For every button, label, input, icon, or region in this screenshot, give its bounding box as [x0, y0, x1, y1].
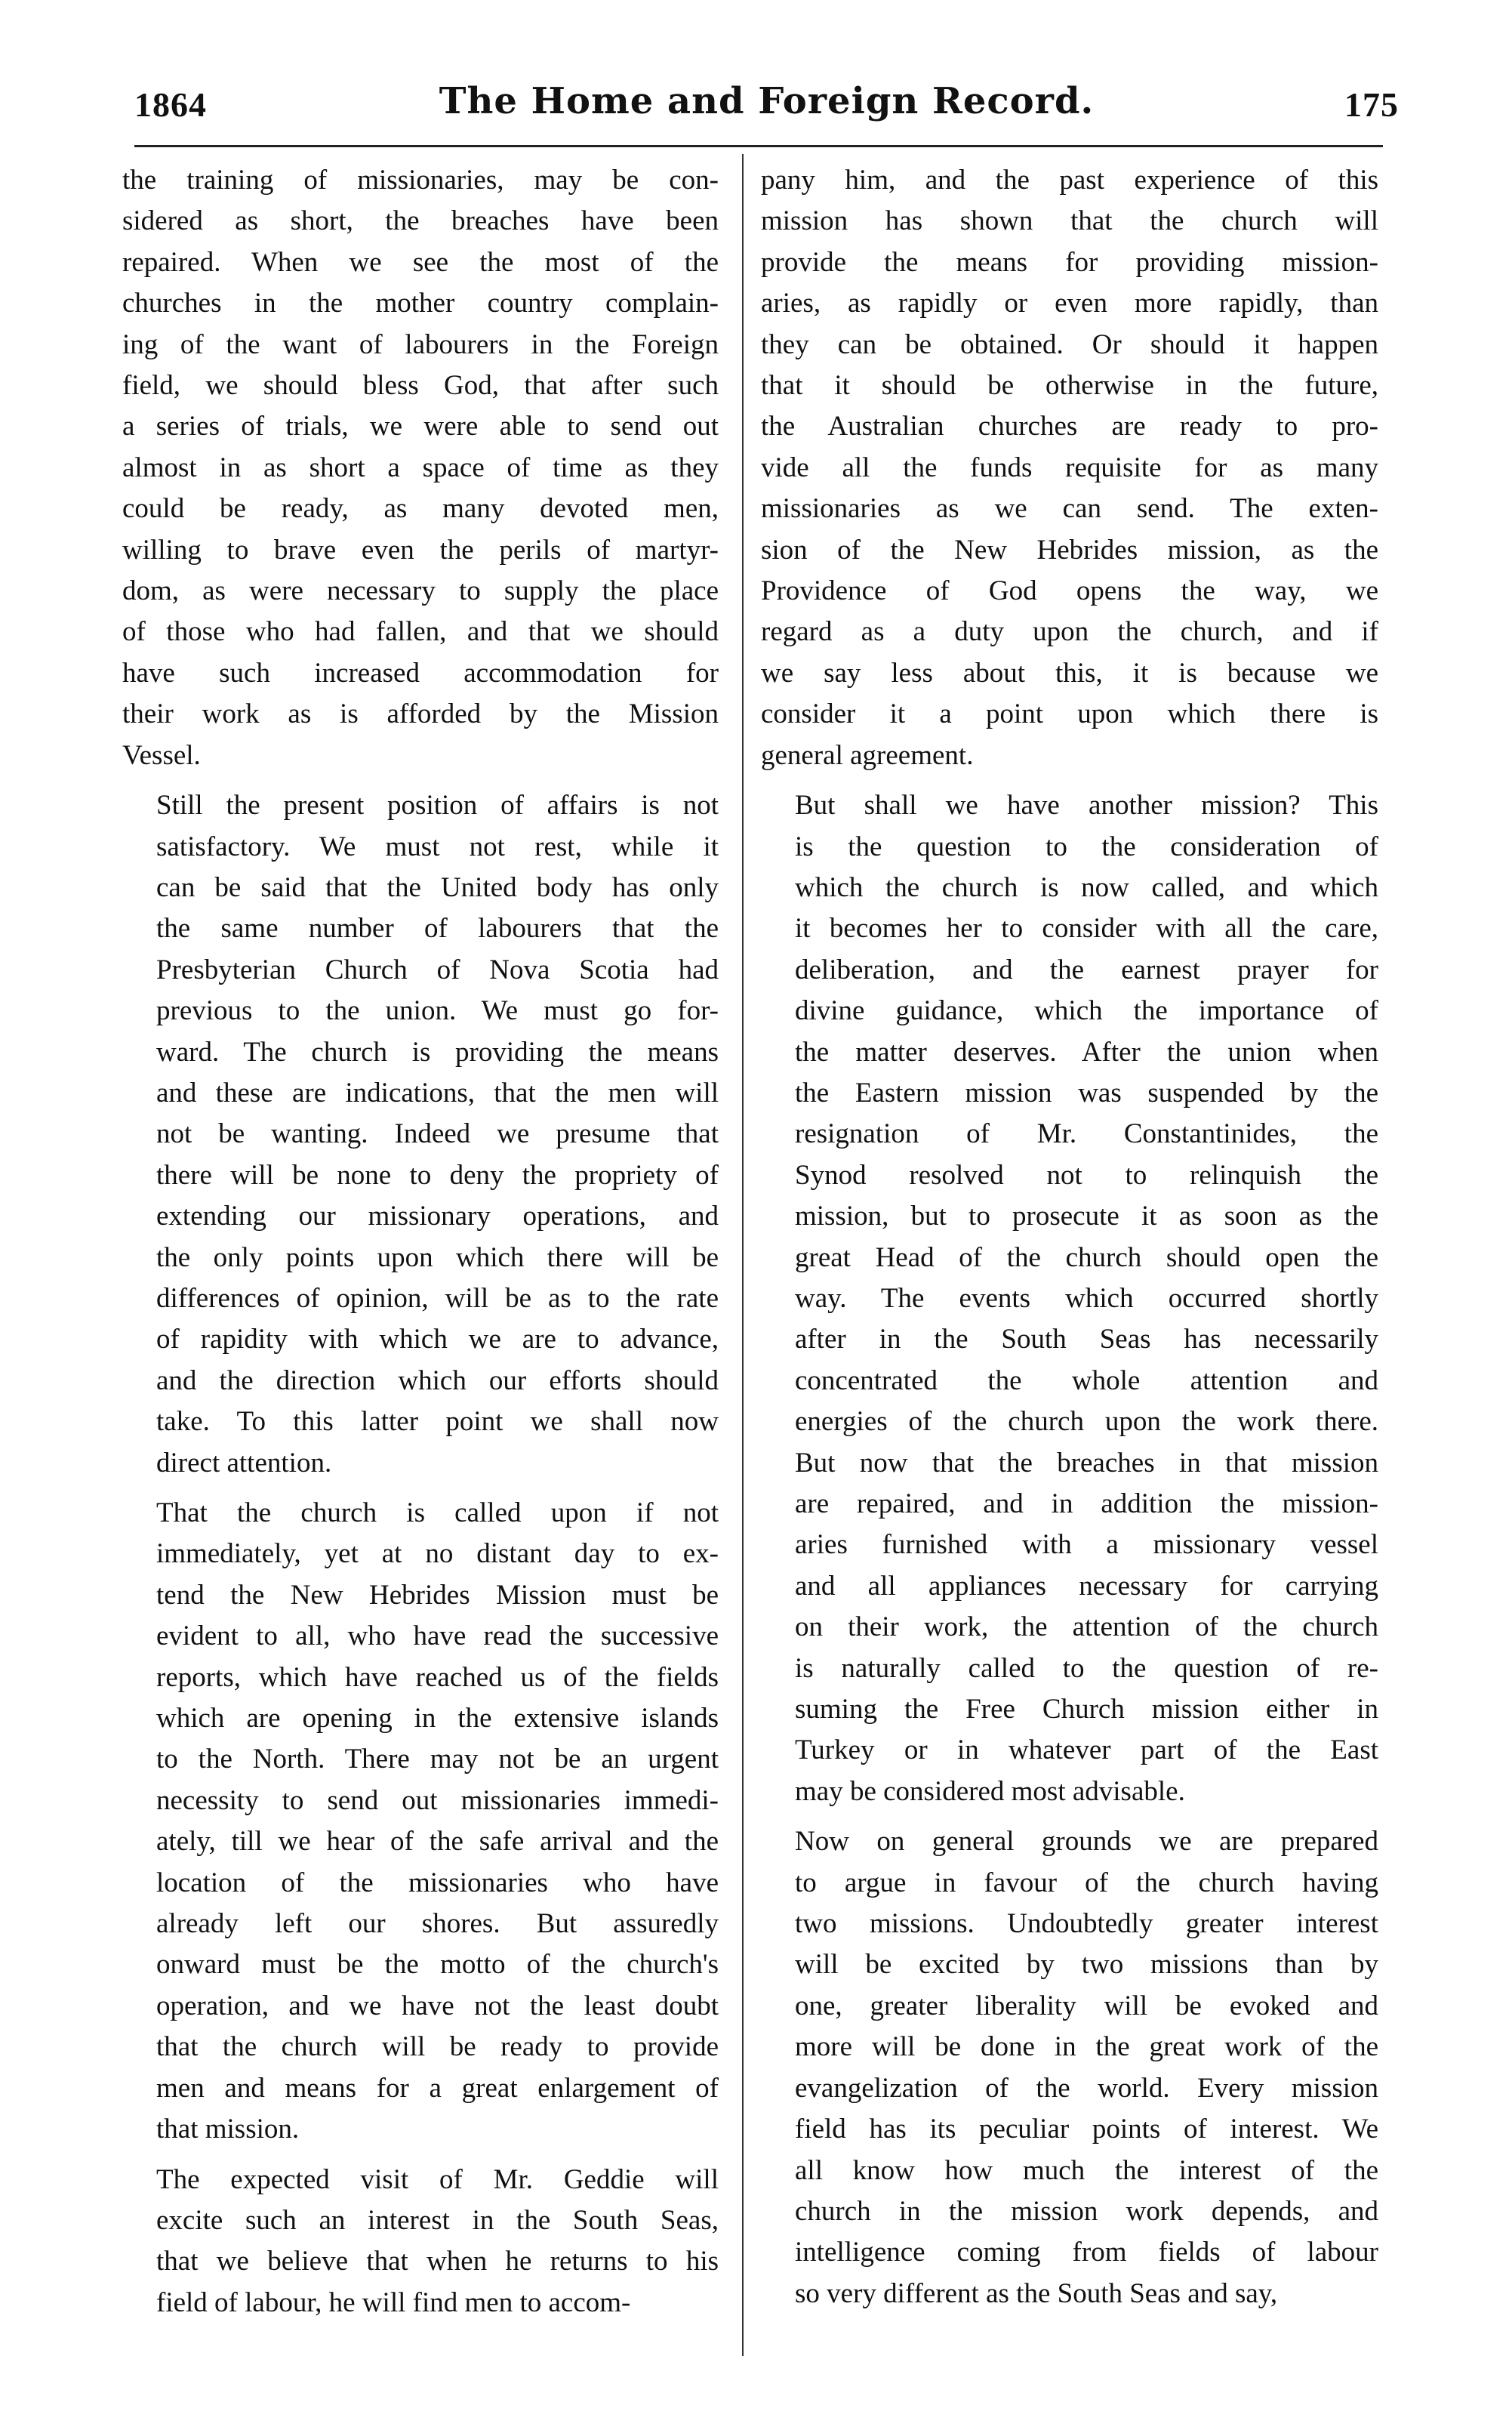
- text-line: But shall we have another mission? This: [795, 790, 1378, 822]
- text-line: aries, as rapidly or even more rapidly, than: [761, 288, 1378, 319]
- text-line: ward. The church is providing the means: [156, 1036, 719, 1068]
- left-paragraph: [122, 160, 719, 776]
- text-line: resignation of Mr. Constantinides, the: [795, 1118, 1378, 1150]
- text-line: mission has shown that the church will: [761, 205, 1378, 237]
- text-line: mission, but to prosecute it as soon as the: [795, 1201, 1378, 1232]
- text-line: the Australian churches are ready to pro-: [761, 411, 1378, 442]
- text-line: that the church will be ready to provide: [156, 2031, 719, 2063]
- text-line: of rapidity with which we are to advance,: [156, 1324, 719, 1355]
- text-line: the same number of labourers that the: [156, 913, 719, 945]
- text-line: deliberation, and the earnest prayer for: [795, 954, 1378, 985]
- text-line: consider it a point upon which there is: [761, 698, 1378, 730]
- text-line: that it should be otherwise in the future,: [761, 370, 1378, 402]
- text-line: general agreement.: [761, 739, 974, 771]
- text-line: intelligence coming from fields of labour: [795, 2237, 1378, 2268]
- text-line: we say less about this, it is because we: [761, 657, 1378, 689]
- text-line: missionaries as we can send. The exten-: [761, 493, 1378, 525]
- text-line: that mission.: [156, 2114, 300, 2145]
- text-line: could be ready, as many devoted men,: [122, 493, 719, 525]
- text-line: way. The events which occurred shortly: [795, 1282, 1378, 1314]
- text-line: Now on general grounds we are prepared: [795, 1826, 1378, 1858]
- text-line: dom, as were necessary to supply the place: [122, 575, 719, 607]
- text-line: concentrated the whole attention and: [795, 1364, 1378, 1396]
- text-line: one, greater liberality will be evoked and: [795, 1990, 1378, 2021]
- text-line: sidered as short, the breaches have been: [122, 205, 719, 237]
- text-line: the training of missionaries, may be con-: [122, 165, 719, 196]
- text-line: suming the Free Church mission either in: [795, 1694, 1378, 1725]
- header-rule: [134, 145, 1383, 147]
- page-number: 175: [1344, 85, 1399, 124]
- text-line: evident to all, who have read the successive: [156, 1620, 719, 1652]
- text-line: differences of opinion, will be as to the rate: [156, 1282, 719, 1314]
- text-line: divine guidance, which the importance of: [795, 995, 1378, 1027]
- text-line: sion of the New Hebrides mission, as the: [761, 534, 1378, 566]
- text-line: aries furnished with a missionary vessel: [795, 1529, 1378, 1561]
- right-paragraph: [761, 160, 1378, 776]
- text-line: so very different as the South Seas and say,: [795, 2277, 1278, 2309]
- text-line: is the question to the consideration of: [795, 831, 1378, 862]
- text-line: vide all the funds requisite for as many: [761, 452, 1378, 483]
- text-line: pany him, and the past experience of this: [761, 165, 1378, 196]
- left-paragraph: [122, 2160, 719, 2324]
- text-line: repaired. When we see the most of the: [122, 246, 719, 278]
- text-line: energies of the church upon the work there.: [795, 1406, 1378, 1438]
- text-line: Providence of God opens the way, we: [761, 575, 1378, 607]
- text-line: already left our shores. But assuredly: [156, 1908, 719, 1940]
- text-line: Presbyterian Church of Nova Scotia had: [156, 954, 719, 985]
- text-line: and these are indications, that the men will: [156, 1077, 719, 1109]
- text-line: is naturally called to the question of re-: [795, 1652, 1378, 1684]
- text-line: have such increased accommodation for: [122, 657, 719, 689]
- left-paragraph: [122, 1493, 719, 2151]
- text-line: extending our missionary operations, and: [156, 1201, 719, 1232]
- text-line: operation, and we have not the least doubt: [156, 1990, 719, 2021]
- text-line: Turkey or in whatever part of the East: [795, 1734, 1378, 1766]
- text-line: The expected visit of Mr. Geddie will: [156, 2163, 719, 2195]
- header-title: The Home and Foreign Record.: [439, 80, 1095, 122]
- column-divider: [742, 154, 744, 2356]
- text-line: can be said that the United body has only: [156, 871, 719, 903]
- text-line: regard as a duty upon the church, and if: [761, 616, 1378, 648]
- text-line: more will be done in the great work of the: [795, 2031, 1378, 2063]
- text-line: field has its peculiar points of interest. We: [795, 2114, 1378, 2145]
- text-line: But now that the breaches in that mission: [795, 1447, 1378, 1479]
- text-line: and all appliances necessary for carrying: [795, 1570, 1378, 1602]
- text-line: excite such an interest in the South Seas,: [156, 2204, 719, 2236]
- text-line: that we believe that when he returns to his: [156, 2246, 719, 2277]
- right-column: [761, 160, 1378, 2314]
- text-line: great Head of the church should open the: [795, 1241, 1378, 1273]
- text-line: necessity to send out missionaries immedi-: [156, 1784, 719, 1816]
- text-line: there will be none to deny the propriety of: [156, 1159, 719, 1191]
- text-line: location of the missionaries who have: [156, 1867, 719, 1898]
- text-line: church in the mission work depends, and: [795, 2195, 1378, 2227]
- left-column: [122, 160, 719, 2323]
- running-header: [134, 80, 1399, 140]
- text-line: satisfactory. We must not rest, while it: [156, 831, 719, 862]
- text-line: are repaired, and in addition the mission-: [795, 1488, 1378, 1519]
- text-line: men and means for a great enlargement of: [156, 2072, 719, 2104]
- text-line: which the church is now called, and which: [795, 871, 1378, 903]
- right-paragraph: [761, 1821, 1378, 2314]
- text-line: not be wanting. Indeed we presume that: [156, 1118, 719, 1150]
- text-line: it becomes her to consider with all the care,: [795, 913, 1378, 945]
- text-line: reports, which have reached us of the fields: [156, 1661, 719, 1693]
- text-line: previous to the union. We must go for-: [156, 995, 719, 1027]
- text-line: provide the means for providing mission-: [761, 246, 1378, 278]
- text-line: Synod resolved not to relinquish the: [795, 1159, 1378, 1191]
- text-line: ing of the want of labourers in the Foreign: [122, 328, 719, 360]
- header-year: 1864: [134, 85, 207, 124]
- text-line: they can be obtained. Or should it happen: [761, 328, 1378, 360]
- text-line: the matter deserves. After the union when: [795, 1036, 1378, 1068]
- text-line: the only points upon which there will be: [156, 1241, 719, 1273]
- text-line: the Eastern mission was suspended by the: [795, 1077, 1378, 1109]
- text-line: Vessel.: [122, 739, 201, 771]
- text-line: churches in the mother country complain-: [122, 288, 719, 319]
- text-line: evangelization of the world. Every mission: [795, 2072, 1378, 2104]
- text-line: to the North. There may not be an urgent: [156, 1744, 719, 1775]
- text-line: to argue in favour of the church having: [795, 1867, 1378, 1898]
- text-line: field, we should bless God, that after such: [122, 370, 719, 402]
- right-paragraph: [761, 785, 1378, 1812]
- text-line: a series of trials, we were able to send out: [122, 411, 719, 442]
- text-line: on their work, the attention of the church: [795, 1611, 1378, 1643]
- text-line: will be excited by two missions than by: [795, 1949, 1378, 1981]
- text-line: of those who had fallen, and that we should: [122, 616, 719, 648]
- text-line: tend the New Hebrides Mission must be: [156, 1579, 719, 1611]
- text-line: and the direction which our efforts should: [156, 1364, 719, 1396]
- text-line: may be considered most advisable.: [795, 1775, 1185, 1807]
- left-paragraph: [122, 785, 719, 1484]
- text-line: Still the present position of affairs is not: [156, 790, 719, 822]
- text-line: onward must be the motto of the church's: [156, 1949, 719, 1981]
- text-line: ately, till we hear of the safe arrival and the: [156, 1826, 719, 1858]
- text-line: two missions. Undoubtedly greater interest: [795, 1908, 1378, 1940]
- text-line: immediately, yet at no distant day to ex-: [156, 1538, 719, 1570]
- text-line: after in the South Seas has necessarily: [795, 1324, 1378, 1355]
- text-line: willing to brave even the perils of martyr-: [122, 534, 719, 566]
- text-line: field of labour, he will find men to accom-: [156, 2286, 631, 2318]
- text-line: take. To this latter point we shall now: [156, 1406, 719, 1438]
- text-line: direct attention.: [156, 1447, 332, 1479]
- text-line: their work as is afforded by the Mission: [122, 698, 719, 730]
- text-line: which are opening in the extensive islands: [156, 1703, 719, 1734]
- text-line: all know how much the interest of the: [795, 2154, 1378, 2186]
- text-line: That the church is called upon if not: [156, 1497, 719, 1528]
- text-line: almost in as short a space of time as they: [122, 452, 719, 483]
